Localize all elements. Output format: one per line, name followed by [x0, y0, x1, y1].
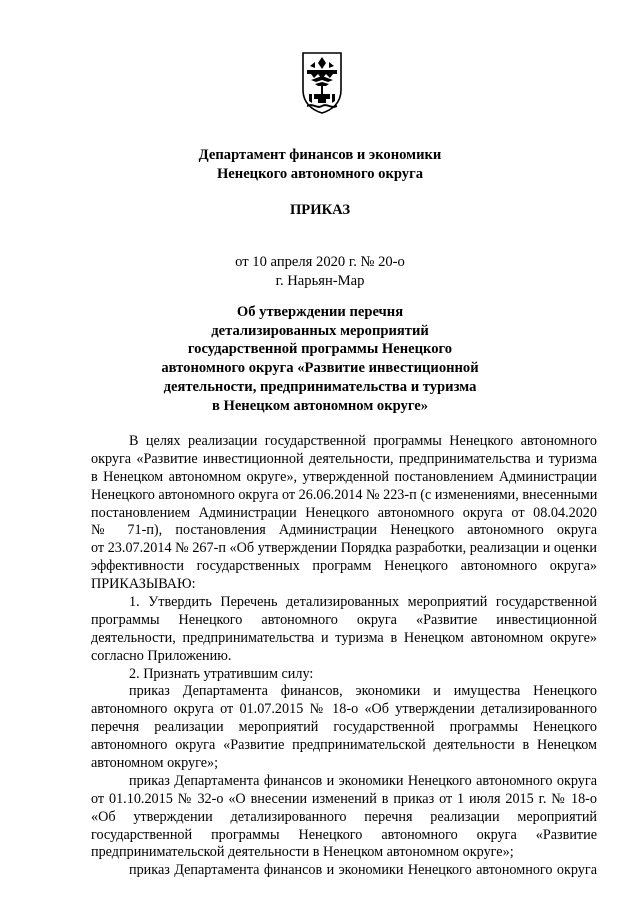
body-line: государственной программы Ненецкого автономного округа «Развитие [91, 826, 597, 843]
body-line: от 23.07.2014 № 267-п «Об утверждении Порядка разработки, реализации и оценки [91, 540, 597, 557]
subject-line: государственной программы Ненецкого [187, 341, 453, 358]
body-line: автономного округа «Развитие предпринимательской деятельности в Ненецком [91, 737, 597, 754]
order-title: ПРИКАЗ [289, 202, 351, 218]
body-line: от 01.10.2015 № 32-о «О внесении изменений в приказ от 1 июля 2015 г. № 18-о [91, 790, 597, 807]
body-line: автономного округа от 01.07.2015 № 18-о «Об утверждении детализированного [91, 701, 597, 718]
body-line: приказ Департамента финансов и экономики Ненецкого автономного округа [129, 862, 597, 879]
order-subject [0, 303, 640, 415]
subject-line: в Ненецком автономном округе» [211, 397, 429, 414]
body-line: перечня реализации мероприятий государственной программы Ненецкого [91, 719, 597, 736]
body-line: округа «Развитие инвестиционной деятельности, предпринимательства и туризма [91, 450, 597, 467]
body-line: эффективности государственных программ Ненецкого автономного округа» [91, 558, 597, 575]
subject-line: детализированных мероприятий [211, 322, 429, 339]
subject-line: деятельности, предпринимательства и туризма [163, 378, 477, 395]
department-line-1: Департамент финансов и экономики [198, 147, 442, 163]
body-line: 2. Признать утратившим силу: [129, 665, 314, 682]
department-line-2: Ненецкого автономного округа [216, 166, 424, 182]
body-line: приказ Департамента финансов и экономики Ненецкого автономного округа [129, 772, 597, 789]
body-line: постановлением Администрации Ненецкого автономного округа от 08.04.2020 [91, 504, 597, 521]
body-line: В целях реализации государственной программы Ненецкого автономного [129, 433, 597, 449]
body-line: ПРИКАЗЫВАЮ: [91, 576, 196, 593]
order-city: г. Нарьян-Мар [275, 273, 365, 289]
body-line: приказ Департамента финансов, экономики и имущества Ненецкого [129, 683, 597, 700]
body-line: Ненецкого автономного округа от 26.06.2014 № 223-п (с изменениями, внесенными [91, 486, 598, 503]
body-line: «Об утверждении детализированного перечня реализации мероприятий [91, 808, 597, 825]
body-line: предпринимательской деятельности в Ненецком автономном округе»; [91, 844, 514, 861]
order-body [91, 433, 597, 880]
department-name [0, 146, 640, 184]
body-line: № 71-п), постановления Администрации Ненецкого автономного округа [91, 522, 597, 539]
body-line: в Ненецком автономном округе», утвержденной постановлением Администрации [91, 468, 597, 485]
subject-line: Об утверждении перечня [236, 304, 404, 320]
coat-of-arms-icon [299, 50, 345, 114]
body-line: 1. Утвердить Перечень детализированных мероприятий государственной [129, 594, 597, 611]
order-meta [0, 253, 640, 291]
body-line: программы Ненецкого автономного округа «Развитие инвестиционной [91, 611, 597, 628]
body-line: автономном округе»; [91, 755, 219, 772]
order-date-number: от 10 апреля 2020 г. № 20-о [235, 254, 405, 270]
body-line: согласно Приложению. [91, 647, 232, 664]
body-line: деятельности, предпринимательства и туризма в Ненецком автономном округе» [91, 629, 597, 646]
subject-line: автономного округа «Развитие инвестиционной [161, 360, 479, 377]
